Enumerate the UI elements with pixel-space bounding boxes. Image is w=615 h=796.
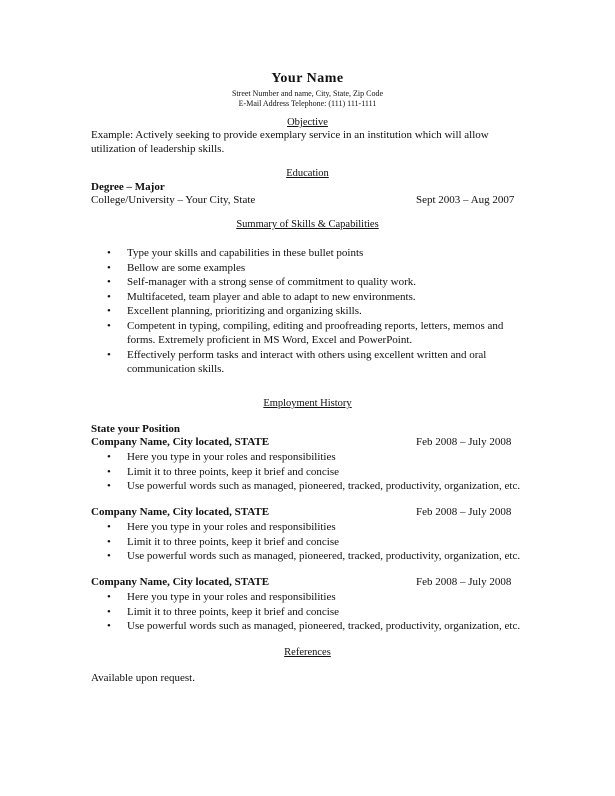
address-line: Street Number and name, City, State, Zip Code [231, 89, 383, 98]
bullet-icon: • [107, 480, 111, 492]
list-item: • Multifaceted, team player and able to adapt to new environments. [107, 290, 416, 303]
position-title: State your Position [91, 423, 181, 435]
school-line: College/University – Your City, State [91, 194, 256, 206]
job-points [107, 450, 547, 494]
list-item: • Limit it to three points, keep it brief and concise [107, 535, 339, 548]
bullet-icon: • [107, 465, 111, 478]
job-dates: Feb 2008 – July 2008 [416, 576, 512, 588]
list-item: • Type your skills and capabilities in these bullet points [107, 247, 364, 259]
list-item: • Self-manager with a strong sense of commitment to quality work. [107, 276, 416, 288]
list-item: • Use powerful words such as managed, pioneered, tracked, productivity, organization, etc. [107, 550, 521, 562]
list-item: • Competent in typing, compiling, editing and proofreading reports, letters, memos and forms. Extremely proficient in MS Word, Excel and PowerPoint. [107, 319, 504, 346]
objective-text-line-1: Example: Actively seeking to provide exemplary service in an institution which will allow [91, 129, 489, 141]
list-item: • Limit it to three points, keep it brief and concise [107, 465, 339, 478]
list-item: • Limit it to three points, keep it brief and concise [107, 605, 339, 618]
employment-heading: Employment History [263, 398, 352, 409]
job-dates: Feb 2008 – July 2008 [416, 506, 512, 518]
job-dates: Feb 2008 – July 2008 [416, 436, 512, 448]
list-item: • Use powerful words such as managed, pioneered, tracked, productivity, organization, etc. [107, 620, 521, 632]
job-company: Company Name, City located, STATE [91, 506, 270, 518]
bullet-icon: • [107, 521, 111, 533]
bullet-icon: • [107, 451, 111, 463]
list-item: • Here you type in your roles and responsibilities [107, 521, 336, 533]
references-heading: References [284, 647, 331, 658]
job-points [107, 590, 547, 634]
objective-heading: Objective [287, 117, 328, 128]
list-item: • Effectively perform tasks and interact with others using excellent written and oral communication skills. [107, 348, 487, 375]
bullet-icon: • [107, 261, 111, 274]
list-item: • Here you type in your roles and responsibilities [107, 451, 336, 463]
bullet-icon: • [107, 535, 111, 548]
list-item: • Bellow are some examples [107, 261, 246, 274]
degree-title: Degree – Major [91, 181, 165, 193]
resume-name: Your Name [271, 71, 344, 86]
references-text: Available upon request. [91, 672, 195, 684]
bullet-icon: • [107, 290, 111, 303]
contact-line: E-Mail Address Telephone: (111) 111-1111 [238, 99, 377, 108]
bullet-icon: • [107, 305, 111, 317]
education-dates: Sept 2003 – Aug 2007 [416, 194, 515, 206]
bullet-icon: • [107, 276, 111, 288]
job-points [107, 520, 547, 564]
bullet-icon: • [107, 620, 111, 632]
education-heading: Education [286, 168, 329, 179]
skills-heading: Summary of Skills & Capabilities [236, 219, 379, 230]
objective-text-line-2: utilization of leadership skills. [91, 143, 225, 155]
list-item: • Here you type in your roles and responsibilities [107, 591, 336, 603]
skills-list [107, 246, 527, 377]
job-company: Company Name, City located, STATE [91, 576, 270, 588]
list-item: • Excellent planning, prioritizing and organizing skills. [107, 305, 362, 317]
bullet-icon: • [107, 247, 111, 259]
bullet-icon: • [107, 550, 111, 562]
bullet-icon: • [107, 591, 111, 603]
bullet-icon: • [107, 605, 111, 618]
bullet-icon: • [107, 319, 111, 332]
job-company: Company Name, City located, STATE [91, 436, 270, 448]
list-item: • Use powerful words such as managed, pioneered, tracked, productivity, organization, etc. [107, 480, 521, 492]
bullet-icon: • [107, 348, 111, 361]
